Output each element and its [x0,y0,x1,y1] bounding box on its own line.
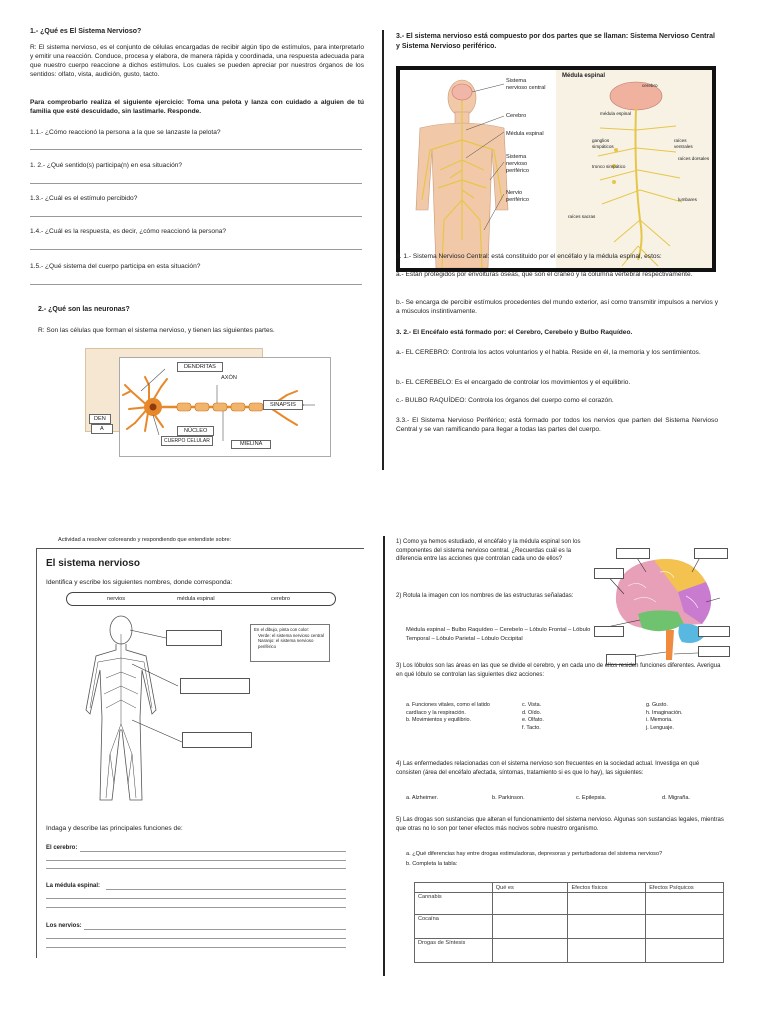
p4-q5-b: b. Completa la tabla: [406,861,458,867]
q4-item: b. Parkinson. [492,795,525,801]
page-4 [396,534,732,974]
answer-line[interactable] [46,938,346,939]
answer-line[interactable] [30,216,362,217]
answer-line[interactable] [30,149,362,150]
q3-item: e. Olfato. [522,717,544,724]
table-header: Efectos Psíquicos [646,883,724,893]
label-den: DEN [89,414,111,424]
p4-q2: 2) Rotula la imagen con los nombres de las estructuras señaladas: [396,593,574,599]
q2-title: 2.- ¿Qué son las neuronas? [38,306,130,313]
p4-q3: 3) Los lóbulos son las áreas en las que se divide el cerebro, y en cada uno de ellos residen funciones diferentes. Averigua en qué lóbulo se controlan las siguientes diez acciones: [396,663,721,678]
brain-diagram [594,542,732,674]
p4-q1: 1) Como ya hemos estudiado, el encéfalo y la médula espinal son los componentes del sistema nervioso central. ¿Recuerdas cuál es la diferencia entre las acciones que controlan cada uno de ellos? [396,539,581,563]
table-row-label: Drogas de Síntesis [415,939,493,963]
question-1-1: 1.1.- ¿Cómo reaccionó la persona a la que se lanzaste la pelota? [30,129,221,136]
q3-item: h. Imaginación. [646,709,683,716]
label-snp: Sistema nervioso periférico [506,154,530,174]
page-divider [382,30,384,470]
worksheet-instruction: Identifica y escribe los siguientes nombres, donde corresponda: [46,579,233,586]
label-raices-sacras: raíces sacras [568,214,596,219]
drugs-table [414,882,724,963]
p4-q5: 5) Las drogas son sustancias que alteran el funcionamiento del sistema nervioso. Algunas son sustancias legales, mientras que otras no lo son por tener efectos más nocivos sobre nuestro organismo. [396,817,724,832]
label-box-3[interactable] [182,732,252,748]
section-3-3: 3.3.- El Sistema Nervioso Periférico; está formado por todos los nervios que parten del Sistema Nervioso Central y se van ramificando para llegar a todas las partes del cuerpo. [396,417,718,433]
answer-line[interactable] [80,851,346,852]
answer-line[interactable] [46,860,346,861]
table-cell[interactable] [492,939,568,963]
section-3-2-b: b.- EL CEREBELO: Es el encargado de controlar los movimientos y el equilibrio. [396,379,631,386]
table-row-label: Cocaína [415,915,493,939]
brain-label-box[interactable] [616,548,650,559]
brain-label-box[interactable] [698,646,730,657]
question-1-4: 1.4.- ¿Cuál es la respuesta, es decir, ¿cómo reaccionó la persona? [30,228,227,235]
word-bank-item: cerebro [271,596,290,602]
label-medula-2: médula espinal [600,111,631,116]
q3-item: a. Funciones vitales, como el latido cardíaco y la respiración. [406,702,490,716]
q1-title: 1.- ¿Qué es El Sistema Nervioso? [30,28,142,35]
answer-line[interactable] [106,889,346,890]
label-axon: AXÓN [221,375,237,381]
color-note-orange: Naranjo: el sistema nervioso periférico [258,638,314,649]
answer-line[interactable] [84,929,346,930]
page-3 [36,534,366,974]
color-instructions [250,624,330,662]
table-header: Efectos físicos [568,883,646,893]
activity-note: Actividad a resolver coloreando y respondiendo que entendiste sobre: [58,537,232,543]
worksheet-title: El sistema nervioso [46,558,140,569]
field-cerebro: El cerebro: [46,845,78,851]
p4-q2-terms: Médula espinal – Bulbo Raquídeo – Cerebelo – Lóbulo Frontal – Lóbulo Temporal – Lóbulo Parietal – Lóbulo Occipital [406,627,591,642]
label-lumbares: lumbares [678,197,697,202]
label-box-2[interactable] [180,678,250,694]
label-raices-ventrales: raíces ventrales [674,138,693,149]
field-medula: La médula espinal: [46,883,101,889]
q3-item: c. Vista. [522,702,542,708]
label-cerebro: Cerebro [506,113,527,119]
table-cell[interactable] [646,939,724,963]
q3-item: b. Movimientos y equilibrio. [406,717,472,724]
word-bank-item: nervios [107,596,126,602]
answer-line[interactable] [30,249,362,250]
q4-item: d. Migraña. [662,795,690,801]
label-medula: Médula espinal [506,131,544,137]
label-mielina: MIELINA [231,440,271,449]
question-1-3: 1.3.- ¿Cuál es el estímulo percibido? [30,195,138,202]
page-divider [383,536,385,976]
color-note-title: En el dibujo, pinta con color: [254,627,310,632]
section-3-2-c: c.- BULBO RAQUÍDEO: Controla los órganos del cuerpo como el corazón. [396,397,614,404]
q1-answer: R: El sistema nervioso, es el conjunto de células encargadas de recibir algún tipo de estímulos, para interpretarlo y emitir una reacción. Conduce, procesa y elabora, de manera rápida y coordinada, una respuesta adecuada para que nuestro cuerpo reaccione a dichos estímulos. Los cuales se pueden apreciar por nuestros órganos de los sentidos: olfato, vista, audición, gusto, tacto. [30,44,364,78]
answer-line[interactable] [46,868,346,869]
answer-line[interactable] [46,907,346,908]
label-panel-title: Médula espinal [562,73,606,79]
table-header-row [415,883,724,893]
page-2 [394,28,728,468]
q3-item: j. Lenguaje. [646,724,674,731]
q3-col-1 [406,702,500,725]
q2-answer: R: Son las células que forman el sistema nervioso, y tienen las siguientes partes. [38,327,275,334]
label-raices-dorsales: raíces dorsales [678,156,710,161]
table-header: Qué es [492,883,568,893]
section-3-1: 3. 1.- Sistema Nervioso Central: está constituido por el encéfalo y la médula espinal, estos: [396,253,662,260]
label-box-1[interactable] [166,630,222,646]
brain-label-box[interactable] [698,626,730,637]
table-row-label: Cannabis [415,893,493,915]
q3-item: g. Gusto. [646,702,668,708]
neuron-diagram [85,344,335,458]
q3-item: f. Tacto. [522,724,541,731]
label-nucleo: NÚCLEO [177,426,214,436]
p4-q4: 4) Las enfermedades relacionadas con el sistema nervioso son frecuentes en la sociedad actual. Investiga en qué consisten (área del encéfalo afectada, síntomas, tratamiento si es que lo hay), las siguientes: [396,761,700,776]
question-1-2: 1. 2.- ¿Qué sentido(s) participa(n) en esa situación? [30,162,183,169]
brain-label-box[interactable] [594,626,624,637]
answer-line[interactable] [46,898,346,899]
table-row [415,939,724,963]
question-1-5: 1.5.- ¿Qué sistema del cuerpo participa en esta situación? [30,263,201,270]
word-bank [66,592,336,606]
exercise-text: Para comprobarlo realiza el siguiente ejercicio: Toma una pelota y lanza con cuidado a alguien de tú familia que esté descuidado, sin lastimarle. Responde. [30,99,364,115]
section-3-1-b: b.- Se encarga de percibir estímulos procedentes del mundo exterior, así como transmitir impulsos a nervios y a músculos instintivamente. [396,299,718,315]
table-cell[interactable] [646,915,724,939]
brain-label-box[interactable] [594,568,624,579]
field-nervios: Los nervios: [46,923,82,929]
color-note-green: Verde: el sistema nervioso central [258,632,324,638]
investigate-text: Indaga y describe las principales funciones de: [46,825,183,832]
table-cell[interactable] [568,939,646,963]
p4-q5-a: a. ¿Qué diferencias hay entre drogas estimuladoras, depresoras y perturbadoras del sistema nervioso? [406,851,663,857]
q3-col-3 [646,702,726,732]
q4-item: c. Epilepsia. [576,795,607,801]
label-snc: Sistema nervioso central [506,78,546,91]
label-sinapsis: SINAPSIS [263,400,303,410]
label-cerebro-2: cerebro [642,83,658,88]
table-row [415,893,724,915]
label-dendritas: DENDRITAS [177,362,223,372]
section-3-2-a: a.- EL CEREBRO: Controla los actos voluntarios y el habla. Reside en él, la memoria y los sentimientos. [396,349,701,356]
q4-item: a. Alzheimer. [406,795,439,801]
answer-line[interactable] [30,284,362,285]
q3-item: d. Oído. [522,709,542,716]
q3-col-2 [522,702,582,732]
label-a: A [91,424,113,434]
table-cell[interactable] [492,915,568,939]
table-cell[interactable] [568,893,646,915]
label-ganglios: ganglios simpáticos [592,138,614,149]
table-row [415,915,724,939]
label-tronco: tronco simpático [592,164,626,169]
answer-line[interactable] [46,947,346,948]
section-3-intro: 3.- El sistema nervioso está compuesto por dos partes que se llaman: Sistema Nervioso Central y Sistema Nervioso periférico. [396,33,715,50]
section-3-2: 3. 2.- El Encéfalo está formado por: el Cerebro, Cerebelo y Bulbo Raquídeo. [396,329,633,336]
word-bank-item: médula espinal [177,596,215,602]
brain-label-box[interactable] [694,548,728,559]
q3-item: i. Memoria. [646,717,673,724]
section-3-1-a: a.- Están protegidos por envolturas óseas, que son el cráneo y la columna vertebral respectivamente. [396,271,693,278]
answer-line[interactable] [30,183,362,184]
nervous-system-diagram [396,66,716,272]
label-nervio: Nervio periférico [506,190,530,203]
table-cell[interactable] [646,893,724,915]
table-cell[interactable] [568,915,646,939]
page-1 [28,26,368,466]
table-cell[interactable] [492,893,568,915]
table-header [415,883,493,893]
label-cuerpo-celular: CUERPO CELULAR [161,436,213,446]
